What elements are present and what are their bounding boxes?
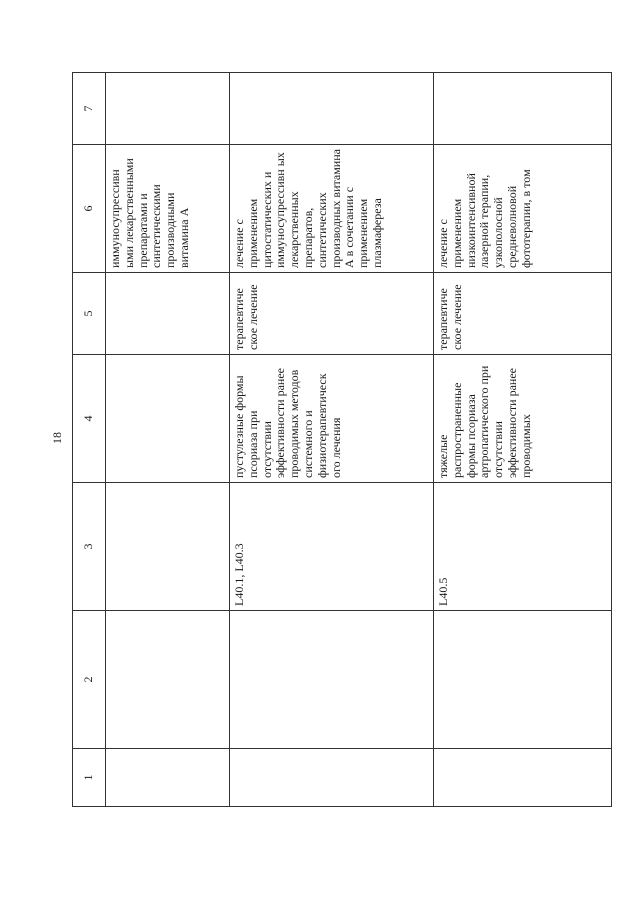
cell-row-2-treatment-type: терапевтиче ское лечение — [230, 273, 434, 355]
cell-row-1-col-1 — [106, 749, 230, 807]
cell-row-3-col-1 — [434, 749, 612, 807]
cell-row-2-col-2 — [230, 611, 434, 749]
cell-row-1-col-2 — [106, 611, 230, 749]
header-col-7: 7 — [73, 73, 106, 145]
header-row — [73, 73, 106, 807]
header-col-6: 6 — [73, 145, 106, 273]
procedures-table — [72, 72, 612, 807]
cell-row-3-col-2 — [434, 611, 612, 749]
cell-row-1-col-6: иммуносупрессивн ыми лекарственными препаратами и синтетическими производными витамина А — [106, 145, 230, 273]
cell-row-1-col-5 — [106, 273, 230, 355]
cell-row-2-method: лечение с применением цитостатических и иммуносупрессивн ых лекарственных препаратов, синтетических производных витамина А в сочетании с применением плазмафереза — [230, 145, 434, 273]
cell-row-1-col-4 — [106, 355, 230, 483]
cell-row-1-col-7 — [106, 73, 230, 145]
cell-row-1-col-3 — [106, 483, 230, 611]
header-col-1: 1 — [73, 749, 106, 807]
procedures-table-rotated — [72, 73, 612, 807]
table-row — [230, 73, 434, 807]
page-number: 18 — [50, 432, 64, 444]
cell-row-3-icd-code: L40.5 — [434, 483, 612, 611]
header-col-3: 3 — [73, 483, 106, 611]
header-col-5: 5 — [73, 273, 106, 355]
header-col-4: 4 — [73, 355, 106, 483]
cell-row-3-description: тяжелые распространенные формы псориаза артропатического при отсутствии эффективности ранее проводимых — [434, 355, 612, 483]
cell-row-3-method: лечение с применением низкоинтенсивной лазерной терапии, узкополосной средневолновой фототерапии, в том — [434, 145, 612, 273]
cell-row-2-col-1 — [230, 749, 434, 807]
table-row — [434, 73, 612, 807]
cell-row-2-icd-code: L40.1, L40.3 — [230, 483, 434, 611]
table-row — [106, 73, 230, 807]
cell-row-3-col-7 — [434, 73, 612, 145]
cell-row-2-col-7 — [230, 73, 434, 145]
header-col-2: 2 — [73, 611, 106, 749]
cell-row-3-treatment-type: терапевтиче ское лечение — [434, 273, 612, 355]
cell-row-2-description: пустулезные формы псориаза при отсутствии эффективности ранее проводимых методов системного и физиотерапевтическ ого лечения — [230, 355, 434, 483]
